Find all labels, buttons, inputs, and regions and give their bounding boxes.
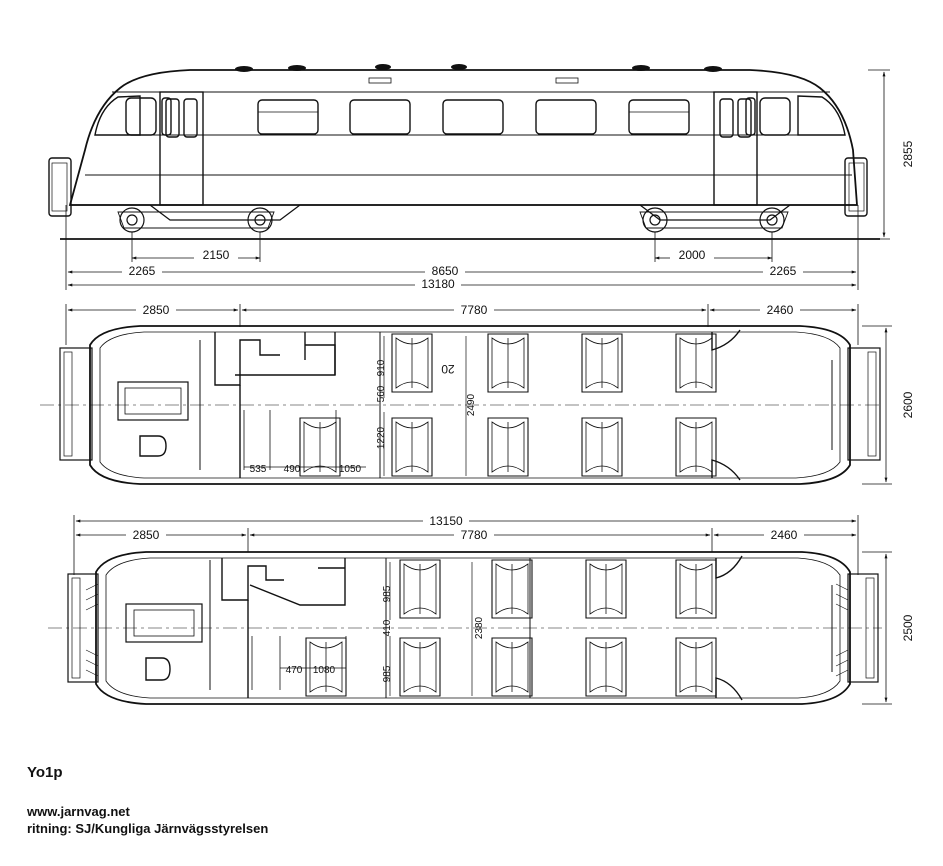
dim-bogie-right: 2000 <box>678 248 706 262</box>
plan2-dim-width: 2500 <box>901 614 915 642</box>
plan2-dim-end-right: 2460 <box>770 528 798 542</box>
plan-view-upper <box>40 303 915 484</box>
plan1-dim-inner-width: 2490 <box>466 393 477 417</box>
plan1-dim-width: 2600 <box>901 391 915 419</box>
website-link[interactable]: www.jarnvag.net <box>27 804 130 819</box>
plan1-dim-middle: 7780 <box>460 303 488 317</box>
plan1-dim-compartment-c: 1050 <box>338 464 362 475</box>
dim-overhang-right: 2265 <box>769 264 797 278</box>
drawing-credit: ritning: SJ/Kungliga Järnvägsstyrelsen <box>27 821 269 836</box>
dim-length-over-buffers: 13180 <box>421 277 455 291</box>
plan1-dim-aisle: 560 <box>376 385 387 403</box>
plan2-dim-end-left: 2850 <box>132 528 160 542</box>
plan2-dim-inner-width: 2380 <box>474 616 485 640</box>
dim-bogie-centers: 8650 <box>431 264 459 278</box>
plan1-seat-number: 20 <box>441 362 455 376</box>
plan2-dim-seat-row-b: 985 <box>382 665 393 683</box>
side-elevation <box>49 64 915 291</box>
plan1-dim-seat-row-b: 1220 <box>376 426 387 450</box>
side-height-dim: 2855 <box>901 140 915 168</box>
dim-bogie-left: 2150 <box>202 248 230 262</box>
plan2-dim-compartment-a: 470 <box>285 665 303 676</box>
plan1-dim-seat-row-a: 910 <box>376 359 387 377</box>
plan2-dim-middle: 7780 <box>460 528 488 542</box>
plan1-dim-compartment-a: 535 <box>249 464 267 475</box>
dim-overhang-left: 2265 <box>128 264 156 278</box>
plan1-dim-end-right: 2460 <box>766 303 794 317</box>
plan2-dim-overall-length: 13150 <box>429 514 463 528</box>
plan2-dim-compartment-b: 1080 <box>312 665 336 676</box>
plan-view-lower <box>48 513 915 704</box>
plan2-dim-aisle: 410 <box>382 619 393 637</box>
plan1-dim-end-left: 2850 <box>142 303 170 317</box>
plan1-dim-compartment-b: 490 <box>283 464 301 475</box>
plan2-dim-seat-row-a: 985 <box>382 585 393 603</box>
drawing-title: Yo1p <box>27 764 63 781</box>
